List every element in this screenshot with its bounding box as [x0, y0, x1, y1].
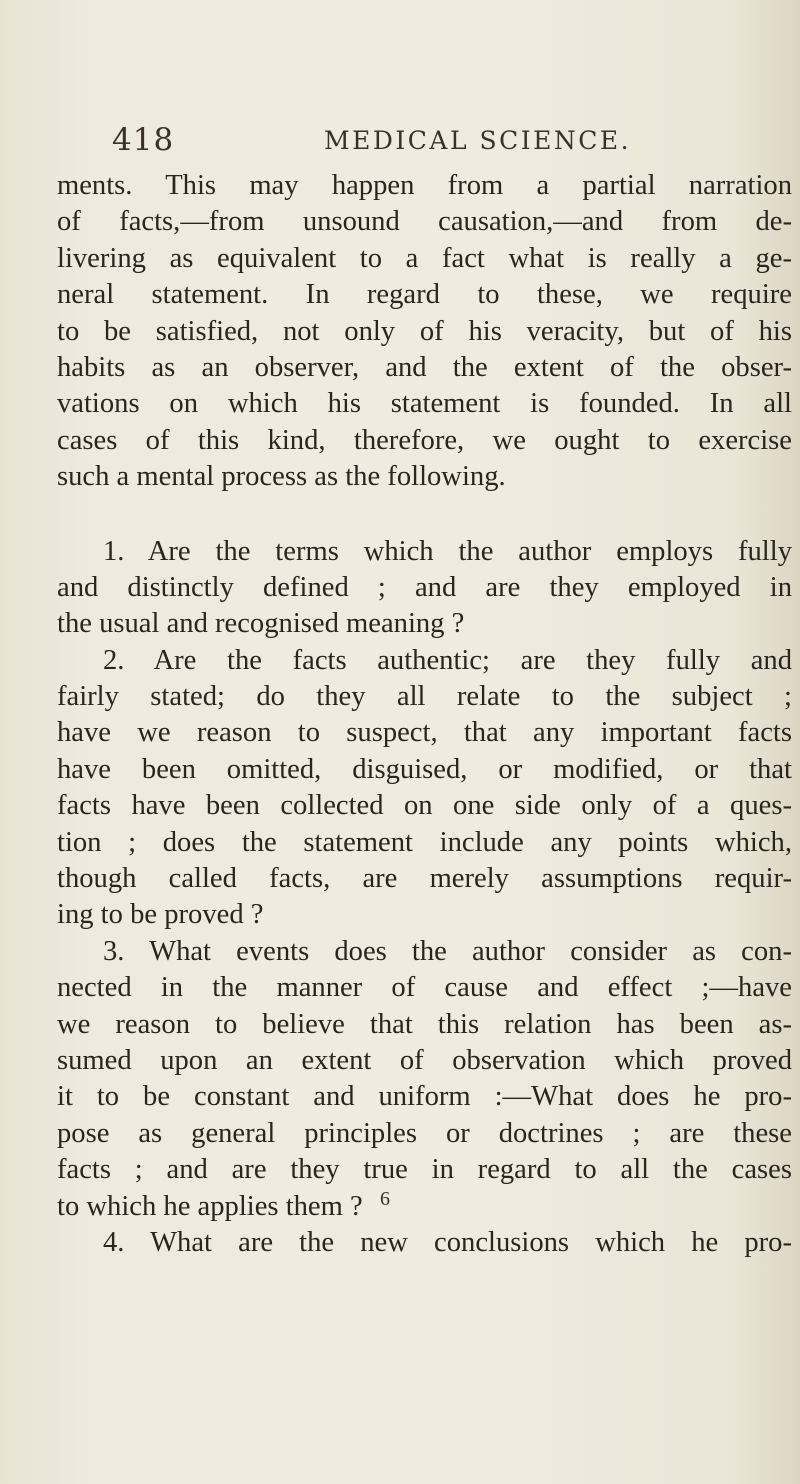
text-line: to which he applies them ?	[57, 1190, 363, 1222]
text-line: facts ; and are they true in regard to all the cases	[57, 1154, 792, 1186]
text-line: have we reason to suspect, that any important facts	[57, 717, 792, 749]
running-head: MEDICAL SCIENCE.	[324, 126, 632, 155]
page-number: 418	[112, 122, 175, 158]
text-line: pose as general principles or doctrines ; are these	[57, 1117, 792, 1149]
list-item-3-start: 3. What events does the author consider as con-	[103, 935, 792, 967]
text-line: ing to be proved ?	[57, 899, 264, 931]
text-line: tion ; does the statement include any points which,	[57, 826, 792, 858]
text-line: livering as equivalent to a fact what is really a ge-	[57, 242, 792, 274]
paragraph-gap	[57, 496, 792, 534]
signature-mark: 6	[380, 1188, 390, 1210]
text-line: cases of this kind, therefore, we ought to exercise	[57, 424, 792, 456]
list-item-2-start: 2. Are the facts authentic; are they fully and	[103, 644, 792, 676]
text-line: to be satisfied, not only of his veracity, but of his	[57, 315, 792, 347]
text-line: vations on which his statement is founded. In all	[57, 388, 792, 420]
text-line: nected in the manner of cause and effect ;—have	[57, 972, 792, 1004]
text-line: neral statement. In regard to these, we require	[57, 279, 792, 311]
text-line: and distinctly defined ; and are they employed in	[57, 571, 792, 603]
text-line: of facts,—from unsound causation,—and from de-	[57, 206, 792, 238]
text-line: we reason to believe that this relation has been as-	[57, 1008, 792, 1040]
text-line: fairly stated; do they all relate to the subject ;	[57, 681, 792, 713]
list-item-4-start: 4. What are the new conclusions which he pro-	[103, 1226, 792, 1258]
text-line: though called facts, are merely assumptions requir-	[57, 863, 792, 895]
text-line: have been omitted, disguised, or modified, or that	[57, 753, 792, 785]
list-item-1-start: 1. Are the terms which the author employs fully	[103, 535, 792, 567]
text-line: ments. This may happen from a partial narration	[57, 170, 792, 201]
text-line: habits as an observer, and the extent of the obser-	[57, 351, 792, 383]
text-line: such a mental process as the following.	[57, 461, 506, 493]
text-line: sumed upon an extent of observation which proved	[57, 1044, 792, 1076]
text-line: the usual and recognised meaning ?	[57, 608, 465, 640]
text-line: it to be constant and uniform :—What does he pro-	[57, 1081, 792, 1113]
text-line: facts have been collected on one side only of a ques-	[57, 790, 792, 822]
page-header	[112, 122, 752, 162]
body-text	[57, 168, 792, 1261]
